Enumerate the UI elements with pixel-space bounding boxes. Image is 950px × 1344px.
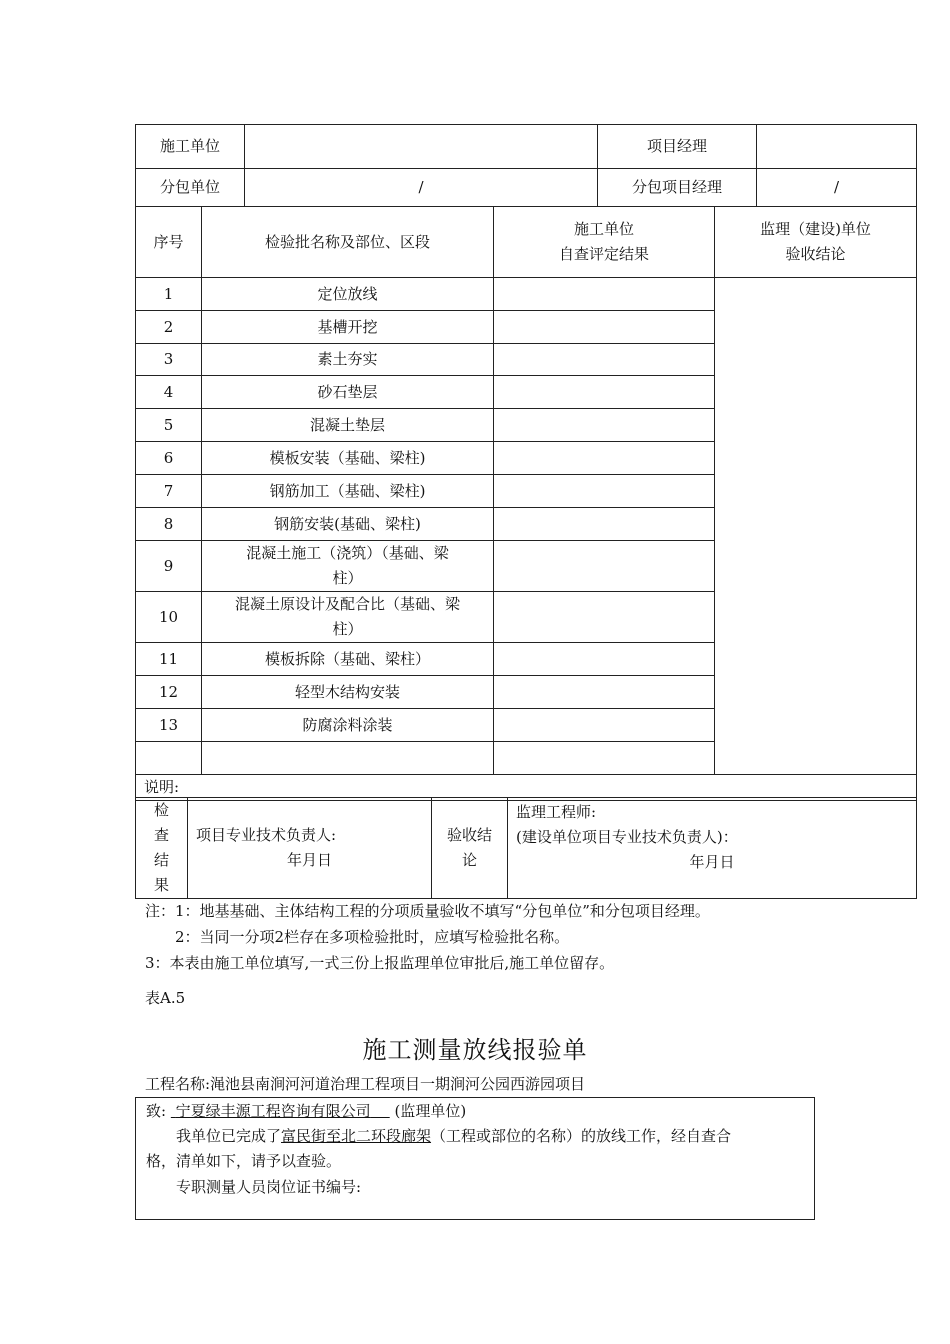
check-result-label [136, 798, 188, 899]
subcontract-manager-label: 分包项目经理 [598, 169, 757, 207]
report-letter-box [135, 1097, 815, 1220]
row-name: 混凝土垫层 [202, 409, 494, 442]
tech-lead-label: 项目专业技术负责人: [196, 826, 337, 844]
row-self-check-cell[interactable] [494, 643, 715, 676]
note-3: 3：本表由施工单位填写,一式三份上报监理单位审批后,施工单位留存。 [145, 954, 615, 972]
row-self-check-cell[interactable] [494, 709, 715, 742]
form-title: 施工测量放线报验单 [362, 1036, 588, 1064]
supervision-company[interactable]: 宁夏绿丰源工程咨询有限公司 [175, 1102, 371, 1120]
row-name: 模板安装（基础、梁柱) [202, 442, 494, 475]
check-result-char: 结 [153, 851, 169, 869]
subcontract-unit-label: 分包单位 [136, 169, 245, 207]
column-header-self-check [494, 207, 715, 278]
project-manager-label: 项目经理 [598, 125, 757, 169]
row-number: 5 [136, 409, 202, 442]
row-self-check-cell[interactable] [494, 442, 715, 475]
row-number: 6 [136, 442, 202, 475]
subcontract-unit-field[interactable]: / [245, 169, 598, 207]
row-self-check-cell[interactable] [494, 742, 715, 775]
supervision-line1: 监理（建设)单位 [760, 220, 871, 238]
row-self-check-cell[interactable] [494, 344, 715, 376]
row-name: 砂石垫层 [202, 376, 494, 409]
row-name: 模板拆除（基础、梁柱） [202, 643, 494, 676]
row-name: 防腐涂料涂装 [202, 709, 494, 742]
subcontract-manager-field[interactable]: / [757, 169, 917, 207]
header-table [135, 124, 917, 207]
row-name: 轻型木结构安装 [202, 676, 494, 709]
row-number: 7 [136, 475, 202, 508]
engineer-label: 监理工程师: [516, 803, 597, 821]
supervision-conclusion-cell[interactable] [715, 278, 917, 775]
note-1: 注：1：地基基础、主体结构工程的分项质量验收不填写“分包单位”和分包项目经理。 [145, 902, 710, 920]
check-result-table [135, 797, 917, 899]
engineer-cell[interactable] [508, 798, 917, 899]
table-number: 表A.5 [145, 989, 186, 1007]
note-2: 2：当同一分项2栏存在多项检验批时，应填写检验批名称。 [175, 928, 570, 946]
acceptance-line1: 验收结 [446, 826, 492, 844]
row-number: 1 [136, 278, 202, 311]
construction-unit-label: 施工单位 [136, 125, 245, 169]
column-header-seq: 序号 [136, 207, 202, 278]
to-prefix: 致: [146, 1102, 167, 1120]
row-name [202, 742, 494, 775]
row-self-check-cell[interactable] [494, 475, 715, 508]
self-check-line2: 自查评定结果 [558, 245, 649, 263]
row-number: 11 [136, 643, 202, 676]
construction-unit-field[interactable] [245, 125, 598, 169]
letter-recipient-line [146, 1099, 806, 1123]
row-number: 9 [136, 541, 202, 592]
row-name-line1: 混凝土施工（浇筑）（基础、梁 [246, 544, 449, 562]
row-self-check-cell[interactable] [494, 508, 715, 541]
row-number [136, 742, 202, 775]
column-header-supervision [715, 207, 917, 278]
row-number: 12 [136, 676, 202, 709]
to-suffix: (监理单位) [394, 1102, 467, 1120]
row-number: 2 [136, 311, 202, 344]
project-manager-field[interactable] [757, 125, 917, 169]
check-result-char: 果 [153, 876, 169, 894]
acceptance-label [432, 798, 508, 899]
row-name [202, 592, 494, 643]
row-name: 定位放线 [202, 278, 494, 311]
row-self-check-cell[interactable] [494, 409, 715, 442]
row-number: 10 [136, 592, 202, 643]
check-result-char: 检 [153, 801, 169, 819]
check-result-char: 查 [153, 826, 169, 844]
row-self-check-cell[interactable] [494, 676, 715, 709]
row-number: 13 [136, 709, 202, 742]
explanation-label: 说明: [136, 775, 917, 801]
column-header-name: 检验批名称及部位、区段 [202, 207, 494, 278]
row-name: 钢筋安装(基础、梁柱) [202, 508, 494, 541]
row-self-check-cell[interactable] [494, 311, 715, 344]
row-name-line2: 柱） [332, 620, 363, 638]
row-self-check-cell[interactable] [494, 541, 715, 592]
tech-lead-cell[interactable] [188, 798, 432, 899]
row-number: 8 [136, 508, 202, 541]
table-row [136, 278, 917, 311]
tech-lead-date: 年月日 [286, 851, 332, 869]
row-name: 钢筋加工（基础、梁柱) [202, 475, 494, 508]
acceptance-line2: 论 [461, 851, 477, 869]
row-self-check-cell[interactable] [494, 376, 715, 409]
certificate-number-label: 专职测量人员岗位证书编号: [176, 1178, 362, 1196]
self-check-line1: 施工单位 [573, 220, 634, 238]
inspection-items-table [135, 206, 917, 801]
row-self-check-cell[interactable] [494, 278, 715, 311]
engineer-date: 年月日 [689, 853, 735, 871]
project-name: 工程名称:渑池县南涧河河道治理工程项目一期涧河公园西游园项目 [145, 1075, 586, 1093]
row-name [202, 541, 494, 592]
work-location[interactable]: 富民街至北二环段廊架 [281, 1127, 432, 1145]
row-name: 素土夯实 [202, 344, 494, 376]
supervision-line2: 验收结论 [785, 245, 846, 263]
letter-body-line1: 我单位已完成了富民街至北二环段廊架（工程或部位的名称）的放线工作，经自查合 [176, 1127, 732, 1145]
owner-tech-label: (建设单位项目专业技术负责人)： [516, 828, 738, 846]
row-self-check-cell[interactable] [494, 592, 715, 643]
row-name-line1: 混凝土原设计及配合比（基础、梁 [234, 595, 460, 613]
row-name: 基槽开挖 [202, 311, 494, 344]
letter-body-line2: 格，清单如下，请予以查验。 [146, 1152, 342, 1170]
row-number: 3 [136, 344, 202, 376]
row-name-line2: 柱） [332, 569, 363, 587]
row-number: 4 [136, 376, 202, 409]
